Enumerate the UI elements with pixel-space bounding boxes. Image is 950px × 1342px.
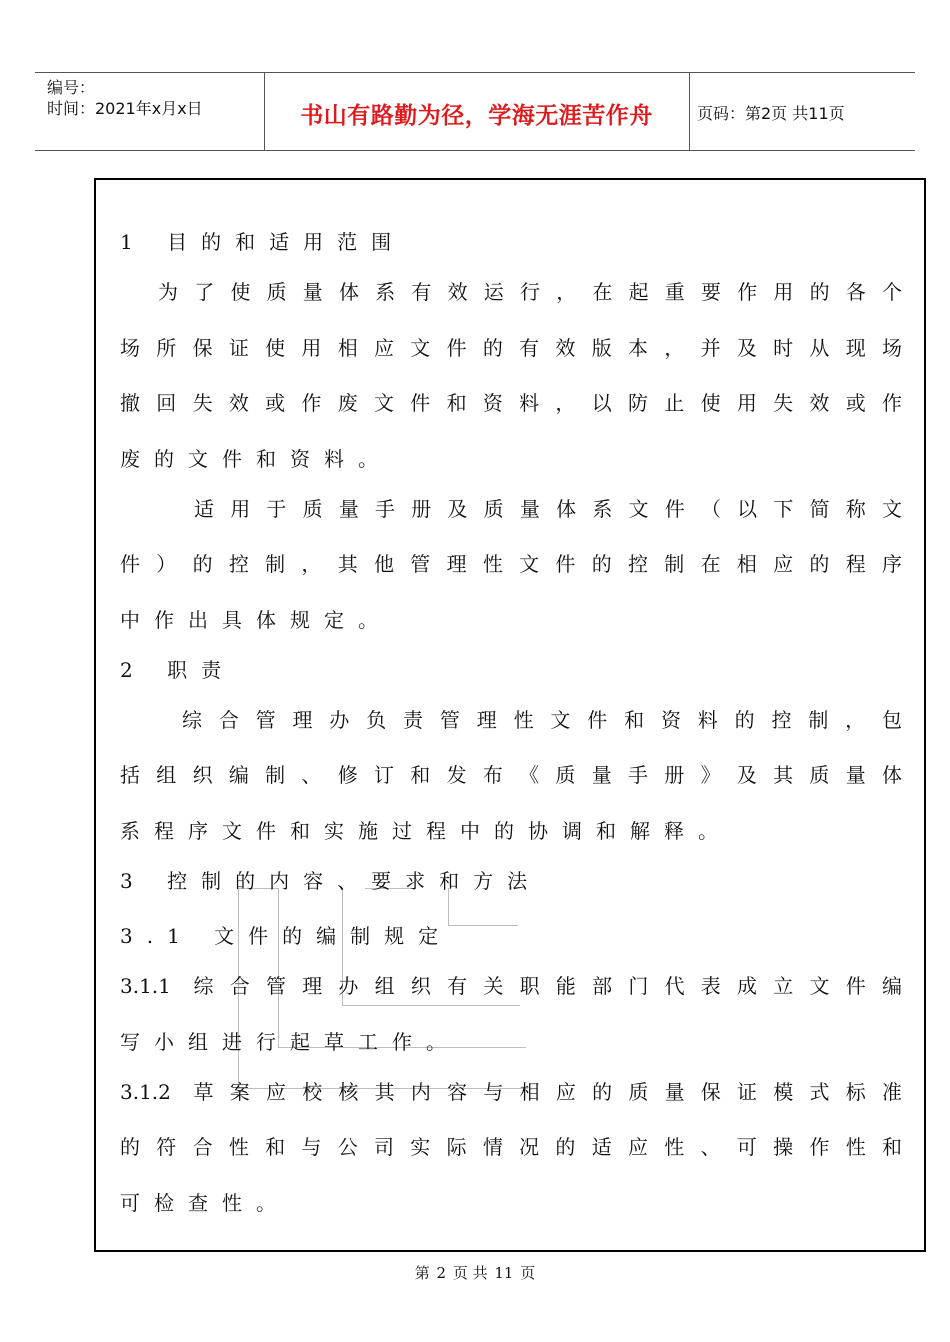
subsection-heading-3-1: 3.1 文件的编制规定 xyxy=(120,924,453,948)
paragraph-line: 适用于质量手册及质量体系文件（以下简称文 xyxy=(194,497,902,521)
paragraph-line: 写小组进行起草工作。 xyxy=(120,1030,460,1054)
guide-line xyxy=(342,1005,520,1006)
footer-prefix: 第 xyxy=(414,1264,430,1282)
footer-mid: 页 共 xyxy=(452,1264,488,1282)
paragraph-line: 括组织编制、修订和发布《质量手册》及其质量体 xyxy=(120,763,902,787)
paragraph-line: 场所保证使用相应文件的有效版本，并及时从现场 xyxy=(120,336,902,360)
document-header xyxy=(35,72,915,151)
footer-page-number: 2 xyxy=(436,1264,447,1282)
header-slogan: 书山有路勤为径，学海无涯苦作舟 xyxy=(300,102,653,129)
paragraph-line: 3.1.1 综合管理办组织有关职能部门代表成立文件编 xyxy=(120,974,902,998)
paragraph-line: 为了使质量体系有效运行，在起重要作用的各个 xyxy=(158,280,902,304)
footer-total-pages: 11 xyxy=(494,1264,514,1282)
page-footer xyxy=(0,1262,950,1283)
paragraph-line: 件）的控制，其他管理性文件的控制在相应的程序 xyxy=(120,552,902,576)
paragraph-line: 的符合性和与公司实际情况的适应性、可操作性和 xyxy=(120,1135,902,1159)
header-page-cell xyxy=(689,73,915,150)
paragraph-line: 废的文件和资料。 xyxy=(120,447,392,471)
header-page-number: 页码：第2页 共11页 xyxy=(697,104,845,123)
section-heading-2: 2 职责 xyxy=(120,658,236,682)
document-code-label: 编号： xyxy=(47,78,96,97)
header-meta-cell xyxy=(35,73,265,150)
document-time-label: 时间：2021年x月x日 xyxy=(47,99,203,118)
paragraph-line: 综合管理办负责管理性文件和资料的控制，包 xyxy=(182,708,902,732)
paragraph-line: 中作出具体规定。 xyxy=(120,608,392,632)
paragraph-line: 可检查性。 xyxy=(120,1191,290,1215)
paragraph-line: 3.1.2 草案应校核其内容与相应的质量保证模式标准 xyxy=(120,1080,902,1104)
header-slogan-cell xyxy=(264,73,690,150)
paragraph-line: 撤回失效或作废文件和资料，以防止使用失效或作 xyxy=(120,391,902,415)
footer-suffix: 页 xyxy=(520,1264,536,1282)
section-heading-3: 3 控制的内容、要求和方法 xyxy=(120,869,542,893)
section-heading-1: 1 目的和适用范围 xyxy=(120,230,406,254)
guide-line xyxy=(278,888,279,1048)
paragraph-line: 系程序文件和实施过程中的协调和解释。 xyxy=(120,819,732,843)
